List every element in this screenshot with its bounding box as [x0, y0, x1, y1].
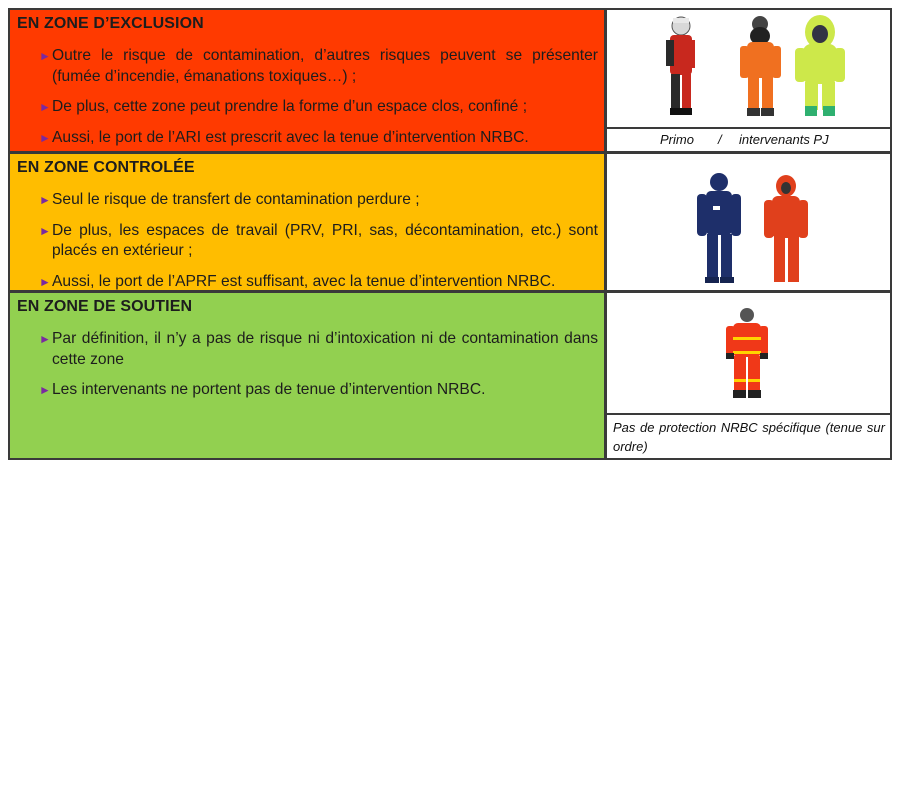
- suit-red-hooded-figure-icon: [764, 175, 808, 282]
- zone-soutien-title: EN ZONE DE SOUTIEN: [17, 298, 193, 315]
- zone-controlee-title: EN ZONE CONTROLÉE: [17, 159, 195, 176]
- suit-orange-figure-icon: [740, 16, 781, 116]
- caption-primo: Primo: [660, 132, 694, 147]
- zone-soutien-list: [17, 329, 598, 401]
- caption-intervenants: intervenants PJ: [739, 132, 829, 147]
- bullet-arrow-icon: ►: [39, 332, 51, 346]
- soutien-caption: Pas de protection NRBC spécifique (tenue sur ordre): [605, 413, 892, 460]
- firefighter-uniform-figure-icon: [726, 308, 768, 398]
- zone-controlee-list: [17, 190, 598, 292]
- bullet-arrow-icon: ►: [39, 274, 51, 289]
- list-item: [39, 128, 598, 149]
- exclusion-caption: [605, 127, 892, 153]
- list-item-text: Aussi, le port de l’ARI est prescrit avec la tenue d’intervention NRBC.: [52, 128, 529, 146]
- soutien-uniform-image: [605, 291, 892, 415]
- list-item-text: De plus, les espaces de travail (PRV, PRI, sas, décontamination, etc.) sont placés en extérieur ;: [52, 221, 598, 259]
- list-item: [39, 190, 598, 211]
- zone-exclusion-cell: [8, 8, 606, 153]
- list-item-text: Aussi, le port de l’APRF est suffisant, avec la tenue d’intervention NRBC.: [52, 272, 556, 290]
- bullet-arrow-icon: ►: [39, 383, 51, 397]
- zone-exclusion-title: EN ZONE D’EXCLUSION: [17, 15, 204, 32]
- exclusion-suits-image: [605, 8, 892, 129]
- list-item-text: Outre le risque de contamination, d’autres risques peuvent se présenter (fumée d’incendie, émanations toxiques…) ;: [52, 47, 598, 85]
- zones-table: [8, 8, 892, 460]
- list-item-text: Les intervenants ne portent pas de tenue d’intervention NRBC.: [52, 381, 486, 398]
- list-item: [39, 97, 598, 118]
- list-item: [39, 329, 598, 370]
- list-item-text: Seul le risque de transfert de contamination perdure ;: [52, 191, 420, 208]
- list-item: [39, 221, 598, 262]
- bullet-arrow-icon: ►: [39, 100, 51, 114]
- list-item-text: De plus, cette zone peut prendre la forme d’un espace clos, confiné ;: [52, 98, 528, 115]
- bullet-arrow-icon: ►: [39, 223, 51, 238]
- list-item: [39, 46, 598, 87]
- suit-navy-figure-icon: [697, 173, 741, 283]
- suit-yellow-green-figure-icon: [795, 15, 845, 116]
- bullet-arrow-icon: ►: [39, 49, 51, 63]
- zone-soutien-cell: [8, 291, 606, 460]
- suit-black-red-figure-icon: [666, 17, 695, 115]
- zone-controlee-cell: [8, 152, 606, 292]
- bullet-arrow-icon: ►: [39, 130, 51, 145]
- caption-separator: /: [718, 132, 722, 147]
- list-item-text: Par définition, il n’y a pas de risque ni d’intoxication ni de contamination dans cette zone: [52, 330, 598, 368]
- list-item: [39, 272, 598, 293]
- list-item: [39, 380, 598, 401]
- bullet-arrow-icon: ►: [39, 193, 51, 207]
- zone-exclusion-list: [17, 46, 598, 148]
- controlee-suits-image: [605, 152, 892, 292]
